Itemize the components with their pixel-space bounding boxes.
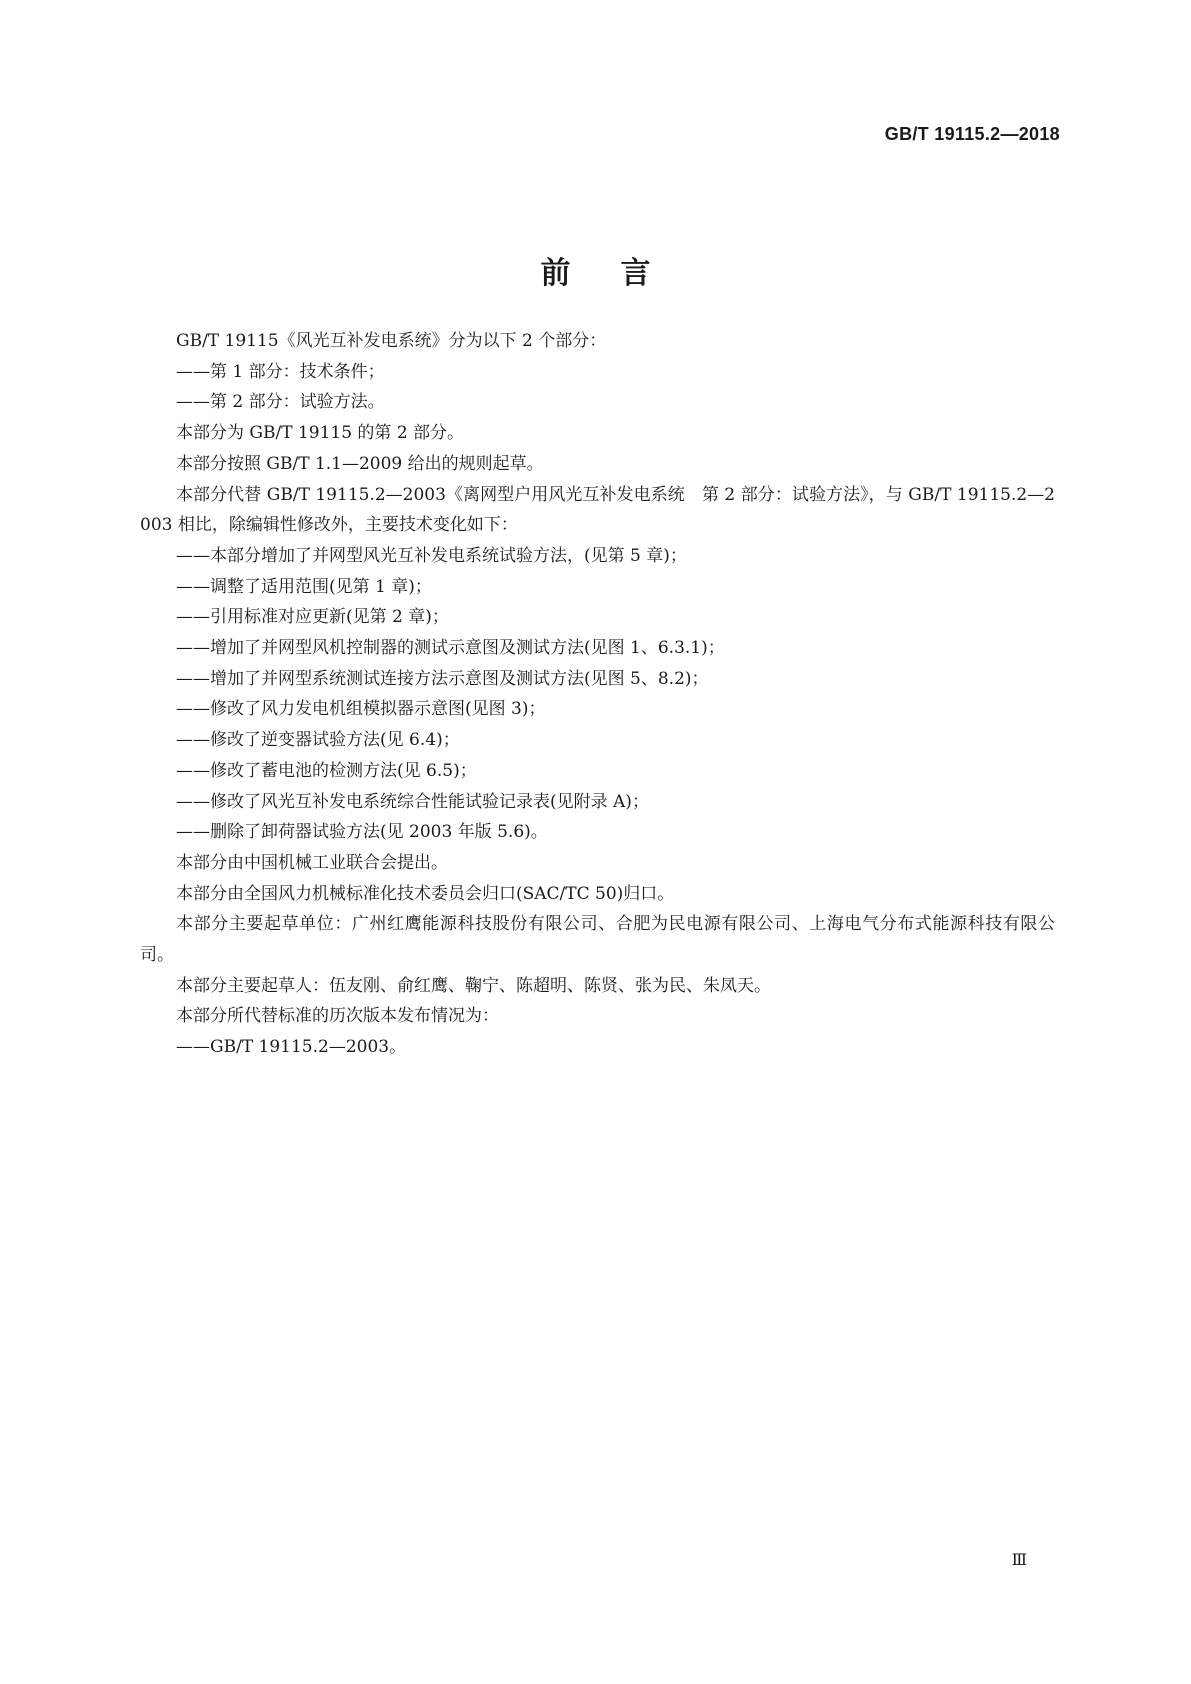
- part-statement: 本部分为 GB/T 19115 的第 2 部分。: [176, 423, 465, 444]
- replacement-statement: 本部分代替 GB/T 19115.2—2003《离网型户用风光互补发电系统 第 2 部分：试验方法》，与 GB/T 19115.2—2003 相比，除编辑性修改外，主要技术变化如下：: [140, 484, 1055, 536]
- change-list-item: ——引用标准对应更新(见第 2 章)；: [176, 607, 449, 628]
- change-list-item: ——修改了蓄电池的检测方法(见 6.5)；: [176, 760, 477, 781]
- document-code: GB/T 19115.2—2018: [884, 124, 1060, 144]
- change-list-item: ——增加了并网型风机控制器的测试示意图及测试方法(见图 1、6.3.1)；: [176, 638, 725, 659]
- change-list-item: ——修改了风光互补发电系统综合性能试验记录表(见附录 A)；: [176, 791, 649, 812]
- drafting-rules-statement: 本部分按照 GB/T 1.1—2009 给出的规则起草。: [176, 453, 544, 474]
- page-number: Ⅲ: [1011, 1552, 1027, 1569]
- history-list-item: ——GB/T 19115.2—2003。: [176, 1037, 407, 1058]
- foreword-body: [140, 326, 1055, 1063]
- proposer-statement: 本部分由中国机械工业联合会提出。: [176, 852, 448, 873]
- page-title: 前言: [540, 256, 701, 292]
- change-list-item: ——本部分增加了并网型风光互补发电系统试验方法，(见第 5 章)；: [176, 545, 687, 566]
- drafting-units-statement: 本部分主要起草单位：广州红鹰能源科技股份有限公司、合肥为民电源有限公司、上海电气分布式能源科技有限公司。: [140, 914, 1055, 966]
- change-list-item: ——调整了适用范围(见第 1 章)；: [176, 576, 432, 597]
- intro-paragraph: GB/T 19115《风光互补发电系统》分为以下 2 个部分：: [176, 331, 607, 351]
- change-list-item: ——删除了卸荷器试验方法(见 2003 年版 5.6)。: [176, 822, 548, 843]
- change-list-item: ——修改了风力发电机组模拟器示意图(见图 3)；: [176, 699, 546, 720]
- part-list-item: ——第 2 部分：试验方法。: [176, 392, 385, 413]
- change-list-item: ——增加了并网型系统测试连接方法示意图及测试方法(见图 5、8.2)；: [176, 668, 709, 689]
- history-intro: 本部分所代替标准的历次版本发布情况为：: [176, 1006, 499, 1027]
- change-list-item: ——修改了逆变器试验方法(见 6.4)；: [176, 730, 460, 751]
- part-list-item: ——第 1 部分：技术条件；: [176, 361, 385, 382]
- drafters-statement: 本部分主要起草人：伍友刚、俞红鹰、鞠宁、陈超明、陈贤、张为民、朱凤天。: [176, 975, 771, 996]
- committee-statement: 本部分由全国风力机械标准化技术委员会归口(SAC/TC 50)归口。: [176, 883, 675, 904]
